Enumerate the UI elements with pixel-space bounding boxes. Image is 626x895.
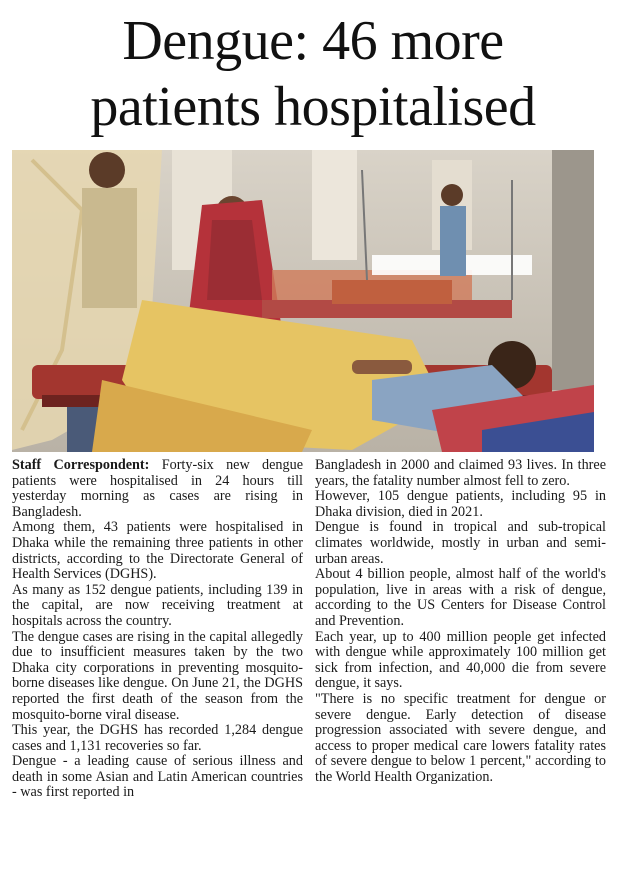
article-paragraph xyxy=(12,458,303,520)
article-paragraph: Each year, up to 400 million people get infected with dengue while approximately 100 million get sick from infection, and 40,000 die from severe dengue, it says. xyxy=(315,628,606,692)
headline-line-1: Dengue: 46 more xyxy=(122,10,504,72)
article-paragraph: As many as 152 dengue patients, including 139 in the capital, are now receiving treatment at hospitals across the country. xyxy=(12,581,303,629)
headline xyxy=(0,0,626,150)
article-paragraph: This year, the DGHS has recorded 1,284 dengue cases and 1,131 recoveries so far. xyxy=(12,722,303,754)
article-paragraph: About 4 billion people, almost half of the world's population, live in areas with a risk of dengue, according to the US Centers for Disease Control and Prevention. xyxy=(315,566,606,629)
photo-illustration xyxy=(12,150,594,452)
article-column-left xyxy=(12,458,303,890)
byline: Staff Correspondent: xyxy=(12,458,150,473)
paragraph-text: Forty-six new dengue patients were hospitalised in 24 hours till yesterday morning as cases are rising in Bangladesh. xyxy=(12,458,303,520)
article-paragraph: Among them, 43 patients were hospitalised in Dhaka while the remaining three patients in other districts, according to the Directorate General of Health Services (DGHS). xyxy=(12,519,303,583)
article-paragraph: Dengue is found in tropical and sub-tropical climates worldwide, mostly in urban and semi-urban areas. xyxy=(315,519,606,567)
article-column-right xyxy=(315,458,606,890)
article-paragraph: Bangladesh in 2000 and claimed 93 lives. In three years, the fatality number almost fell to zero. xyxy=(315,458,606,489)
article-paragraph: The dengue cases are rising in the capital allegedly due to insufficient measures taken by the two Dhaka city corporations in preventing mosquito-borne diseases like dengue. On June 21, the DGHS reported the first death of the season from the mosquito-borne viral disease. xyxy=(12,628,303,723)
article-paragraph: However, 105 dengue patients, including 95 in Dhaka division, died in 2021. xyxy=(315,488,606,520)
article-paragraph: "There is no specific treatment for dengue or severe dengue. Early detection of disease progression associated with severe dengue, and access to proper medical care lowers fatality rates of severe dengue to below 1 percent," according to the World Health Organization. xyxy=(315,690,606,785)
headline-line-2: patients hospitalised xyxy=(90,76,536,138)
article-paragraph: Dengue - a leading cause of serious illness and death in some Asian and Latin American countries - was first reported in xyxy=(12,753,303,801)
hospital-ward-photo xyxy=(12,150,594,452)
